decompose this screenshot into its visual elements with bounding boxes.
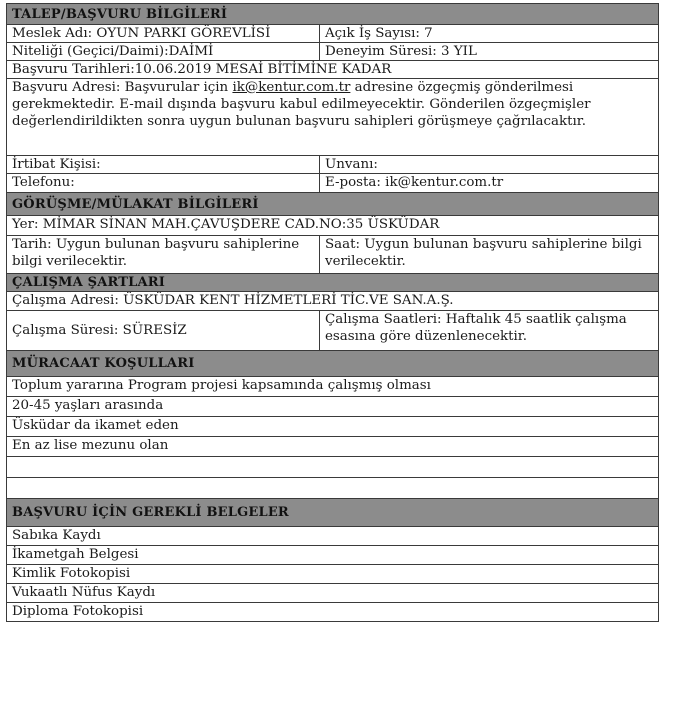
empty-row [7,478,659,499]
adres-text-before: Başvuru Adresi: Başvurular için [12,80,233,95]
acik-is-cell: Açık İş Sayısı: 7 [320,25,659,43]
telefon-cell: Telefonu: [7,174,320,193]
belge-item: Vukaatlı Nüfus Kaydı [7,584,659,603]
muracaat-item: Üsküdar da ikamet eden [7,417,659,437]
muracaat-item: En az lise mezunu olan [7,437,659,457]
muracaat-item: 20-45 yaşları arasında [7,397,659,417]
section-header-gorusme: GÖRÜŞME/MÜLAKAT BİLGİLERİ [7,193,659,216]
eposta-cell: E-posta: ik@kentur.com.tr [320,174,659,193]
basvuru-tarih-cell: Başvuru Tarihleri:10.06.2019 MESAİ BİTİMİNE KADAR [7,61,659,79]
muracaat-item: Toplum yararına Program projesi kapsamında çalışmış olması [7,377,659,397]
job-posting-table [6,3,659,622]
section-header-calisma: ÇALIŞMA ŞARTLARI [7,274,659,292]
section-header-belgeler: BAŞVURU İÇİN GEREKLİ BELGELER [7,499,659,527]
empty-row [7,457,659,478]
meslek-cell: Meslek Adı: OYUN PARKI GÖREVLİSİ [7,25,320,43]
gorusme-saat-cell: Saat: Uygun bulunan başvuru sahiplerine bilgi verilecektir. [320,236,659,274]
calisma-adres-cell: Çalışma Adresi: ÜSKÜDAR KENT HİZMETLERİ TİC.VE SAN.A.Ş. [7,292,659,311]
belge-item: Diploma Fotokopisi [7,603,659,622]
irtibat-cell: İrtibat Kişisi: [7,156,320,174]
calisma-sure-cell: Çalışma Süresi: SÜRESİZ [7,311,320,351]
deneyim-cell: Deneyim Süresi: 3 YIL [320,43,659,61]
unvan-cell: Unvanı: [320,156,659,174]
section-header-talep: TALEP/BAŞVURU BİLGİLERİ [7,4,659,25]
yer-cell: Yer: MİMAR SİNAN MAH.ÇAVUŞDERE CAD.NO:35 ÜSKÜDAR [7,216,659,236]
job-posting-document [6,3,659,622]
calisma-saatler-cell: Çalışma Saatleri: Haftalık 45 saatlik çalışma esasına göre düzenlenecektir. [320,311,659,351]
adres-text-after: adresine özgeçmiş gönderilmesi gerekmektedir. E-mail dışında başvuru kabul edilmeyecektir. Gönderilen özgeçmişler değerlendirildikten sonra uygun bulunan başvuru sahipleri görüşmeye çağrılacaktır. [12,80,591,129]
belge-item: İkametgah Belgesi [7,546,659,565]
belge-item: Kimlik Fotokopisi [7,565,659,584]
basvuru-adres-cell [7,79,659,156]
gorusme-tarih-cell: Tarih: Uygun bulunan başvuru sahiplerine bilgi verilecektir. [7,236,320,274]
nitelik-cell: Niteliği (Geçici/Daimi):DAİMİ [7,43,320,61]
email-link[interactable]: ik@kentur.com.tr [232,80,351,95]
section-header-muracaat: MÜRACAAT KOŞULLARI [7,351,659,377]
belge-item: Sabıka Kaydı [7,527,659,546]
